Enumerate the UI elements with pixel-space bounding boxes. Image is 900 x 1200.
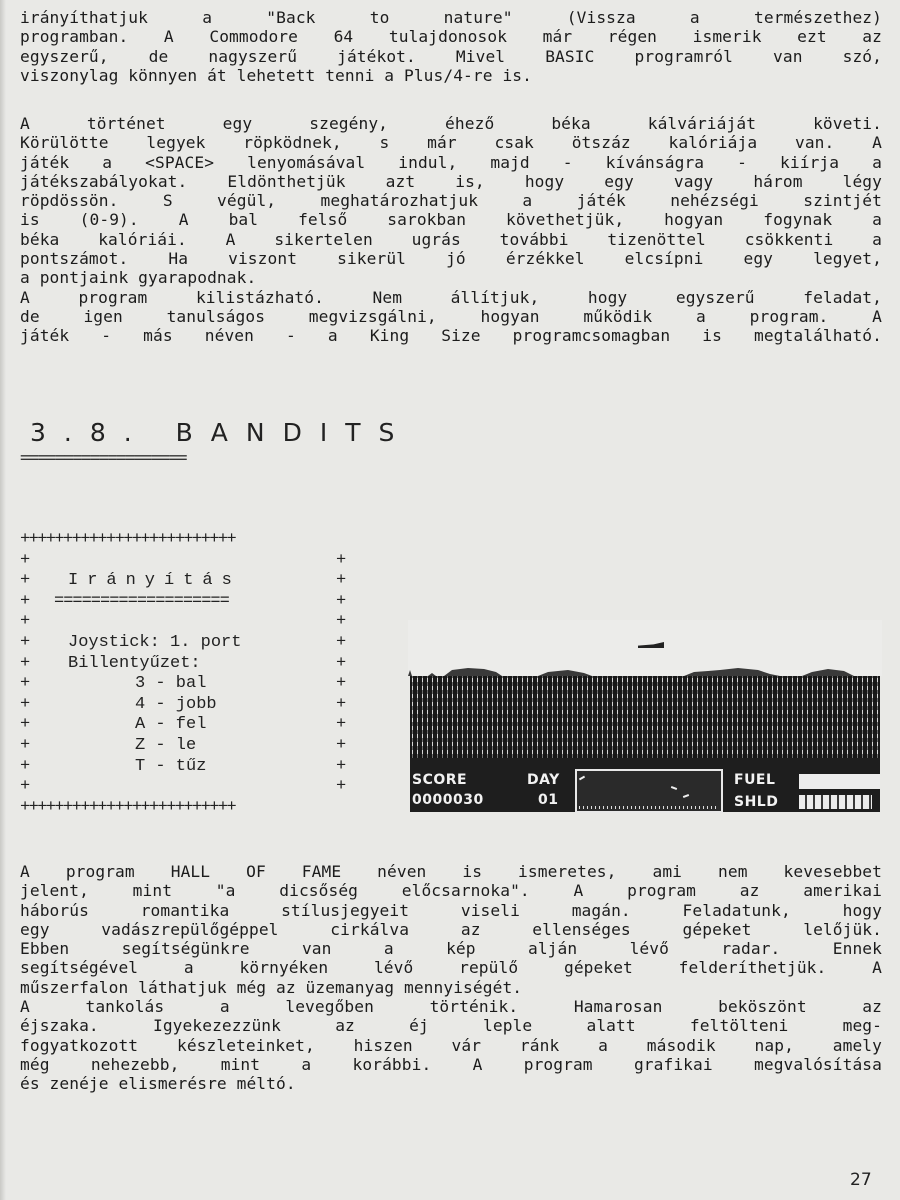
text-line: is (0-9). A bal felső sarokban követhetjük, hogyan fogynak a [20,210,882,230]
box-edge: + [336,571,347,591]
text-line: segítségével a környéken lévő repülő gépeket felderíthetjük. A [20,958,882,978]
text-line: a pontjaink gyarapodnak. [20,268,257,288]
shield-gauge [799,795,880,809]
box-edge: + [20,694,31,714]
paragraph-intro [20,8,882,85]
keyboard-label: Billentyűzet: [68,653,201,673]
box-edge: + [20,674,31,694]
box-border-bottom: +++++++++++++++++++++++++ [20,797,236,817]
box-row [20,695,350,716]
text-line: és zenéje elismerésre méltó. [20,1074,296,1094]
hud-score-label: SCORE [412,772,468,788]
key-binding: 4 - jobb [135,694,217,714]
box-row [20,674,350,695]
box-edge: + [20,612,31,632]
box-edge: + [336,756,347,776]
text-line: egy vadászrepülőgéppel cirkálva az ellenséges gépeket lelőjük. [20,919,882,939]
text-line: éjszaka. Igyekezezzünk az éj leple alatt feltölteni meg- [20,1016,882,1036]
text-line: béka kalóriái. A sikertelen ugrás további tizenöttel csökkenti a [20,229,882,249]
text-line: még nehezebb, mint a korábbi. A program grafikai megvalósítása [20,1054,882,1074]
text-line: jelent, mint "a dicsőség előcsarnoka". A program az amerikai [20,881,882,901]
box-row [20,612,350,633]
box-edge: + [336,612,347,632]
radar-blip [671,786,677,790]
text-line: pontszámot. Ha viszont sikerül jó érzékkel elcsípni egy legyet, [20,249,882,269]
box-row [20,654,350,675]
key-binding: 3 - bal [135,674,207,694]
box-edge: + [20,632,31,652]
text-line: játék - más néven - a King Size programcsomagban is megtalálható. [20,326,882,346]
radar-display [575,769,723,813]
key-binding: T - tűz [135,756,207,776]
paragraph-bandits [20,862,882,1094]
section-heading: 3.8. BANDITS [30,418,413,447]
text-line: de igen tanulságos megvizsgálni, hogyan működik a program. A [20,306,882,326]
box-edge: + [336,550,347,570]
key-binding: A - fel [135,715,207,735]
text-line: programban. A Commodore 64 tulajdonosok már régen ismerik ezt az [20,27,882,47]
text-line: A program kilistázható. Nem állítjuk, hogy egyszerű feladat, [20,287,882,307]
text-line: A program HALL OF FAME néven is ismeretes, ami nem kevesebbet [20,862,882,881]
text-line: fogyatkozott készleteinket, hiszen vár ránk a második nap, amely [20,1035,882,1055]
game-hud [410,758,880,812]
radar-blip [683,794,689,798]
box-edge: + [20,550,31,570]
text-line: egyszerű, de nagyszerű játékot. Mivel BASIC programról van szó, [20,46,882,66]
text-line: röpdössön. S végül, meghatározhatjuk a játék nehézségi szintjét [20,191,882,211]
box-edge: + [336,694,347,714]
text-line: műszerfalon láthatjuk még az üzemanyag mennyiségét. [20,977,523,997]
box-row [20,592,350,613]
box-edge: + [336,632,347,652]
key-binding: Z - le [135,735,197,755]
box-row [20,715,350,736]
hud-fuel-label: FUEL [734,772,776,788]
box-border-top: +++++++++++++++++++++++++ [20,530,236,549]
box-edge: + [336,735,347,755]
box-edge: + [20,756,31,776]
hud-score-value: 0000030 [412,792,484,808]
controls-title: Irányítás [68,571,241,591]
box-edge: + [20,571,31,591]
game-terrain-rows [410,676,880,758]
box-edge: + [20,777,31,797]
box-row [20,551,350,572]
controls-box [20,530,350,818]
box-edge: + [336,715,347,735]
controls-title-underline: =================== [54,591,229,611]
box-edge: + [336,674,347,694]
box-edge: + [336,653,347,673]
mountain-silhouette [408,660,882,676]
box-row [20,736,350,757]
game-screenshot [408,620,882,812]
box-edge: + [336,591,347,611]
text-line: Körülötte legyek röpködnek, s már csak ötszáz kalóriája van. A [20,133,882,153]
page-number: 27 [850,1170,872,1190]
fuel-gauge [799,774,880,789]
hud-day-value: 01 [538,792,559,808]
box-edge: + [20,653,31,673]
scan-shadow [0,0,6,1200]
radar-scale [579,806,719,809]
text-line: háborús romantika stílusjegyeit viseli magán. Feladatunk, hogy [20,900,882,920]
box-edge: + [20,715,31,735]
box-row [20,571,350,592]
text-line: játék a <SPACE> lenyomásával indul, majd - kívánságra - kiírja a [20,152,882,172]
hud-day-label: DAY [527,772,560,788]
text-line: A tankolás a levegőben történik. Hamarosan beköszönt az [20,997,882,1017]
text-line: A történet egy szegény, éhező béka kálváriáját követi. [20,114,882,133]
box-edge: + [336,777,347,797]
hud-shield-label: SHLD [734,794,779,810]
box-row [20,757,350,778]
text-line: viszonylag könnyen át lehetett tenni a Plus/4-re is. [20,65,532,85]
text-line: irányíthatjuk a "Back to nature" (Vissza a természethez) [20,8,882,27]
section-heading-underline: =================== [20,448,186,468]
paragraph-story [20,114,882,346]
box-edge: + [20,735,31,755]
radar-blip [579,776,585,781]
text-line: játékszabályokat. Eldönthetjük azt is, hogy egy vagy három légy [20,171,882,191]
box-row [20,777,350,798]
box-row [20,633,350,654]
box-edge: + [20,591,31,611]
text-line: Ebben segítségünkre van a kép alján lévő radar. Ennek [20,939,882,959]
joystick-port: Joystick: 1. port [68,632,242,652]
